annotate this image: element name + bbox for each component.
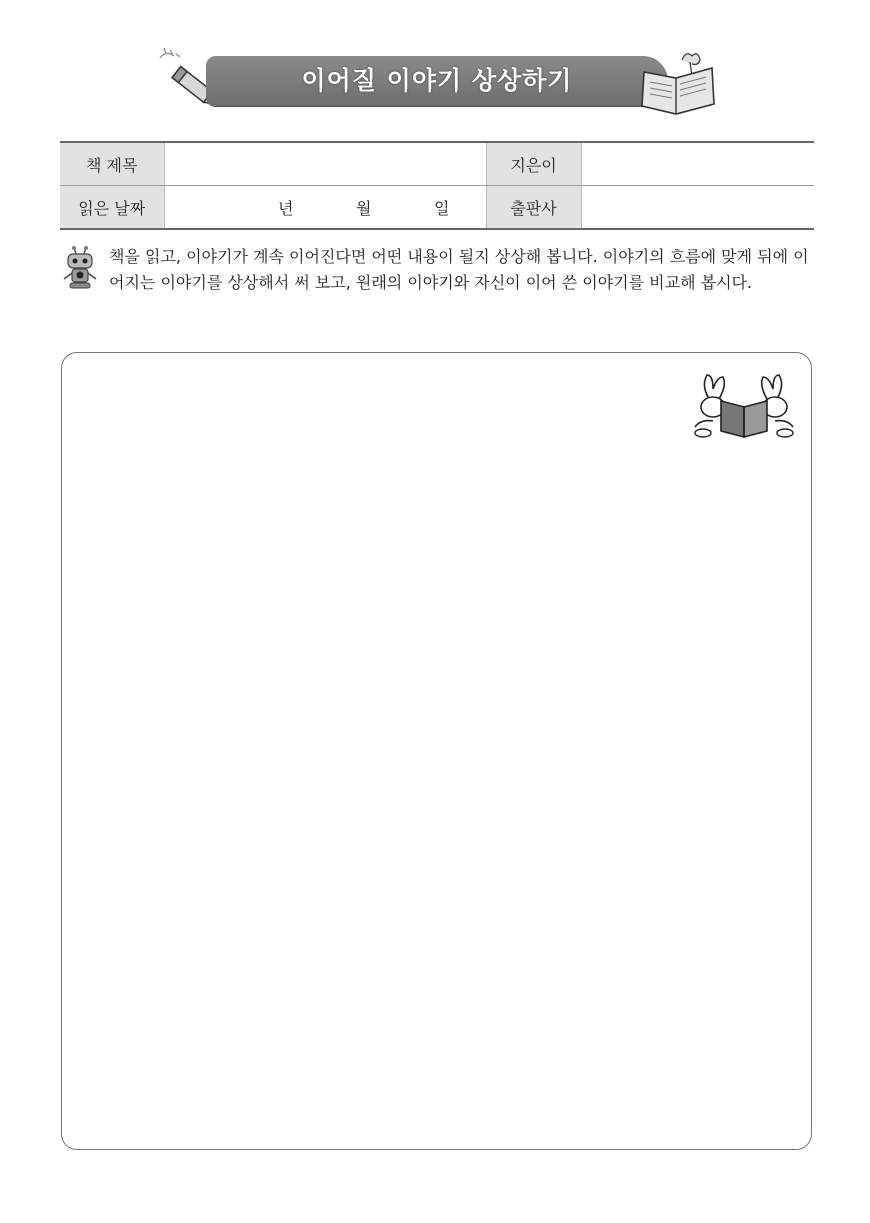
open-book-icon bbox=[638, 50, 718, 116]
writing-area[interactable] bbox=[61, 352, 812, 1150]
title-banner bbox=[150, 40, 730, 120]
year-unit: 년 bbox=[278, 198, 294, 218]
robot-icon bbox=[60, 246, 100, 290]
book-title-field[interactable] bbox=[164, 142, 486, 186]
read-date-field[interactable] bbox=[164, 186, 486, 230]
month-unit: 월 bbox=[356, 198, 372, 218]
table-row bbox=[60, 142, 814, 186]
read-date-label: 읽은 날짜 bbox=[60, 186, 164, 230]
day-unit: 일 bbox=[434, 198, 450, 218]
table-row bbox=[60, 186, 814, 230]
publisher-field[interactable] bbox=[581, 186, 814, 230]
book-info-table bbox=[60, 141, 814, 230]
page-title: 이어질 이야기 상상하기 bbox=[301, 66, 573, 95]
publisher-label: 출판사 bbox=[486, 186, 581, 230]
instruction-text: 책을 읽고, 이야기가 계속 이어진다면 어떤 내용이 될지 상상해 봅니다. 이야기의 흐름에 맞게 뒤에 이어지는 이야기를 상상해서 써 보고, 원래의 이야기와 자신이 이어 쓴 이야기를 비교해 봅시다. bbox=[109, 247, 809, 292]
author-field[interactable] bbox=[581, 142, 814, 186]
book-title-label: 책 제목 bbox=[60, 142, 164, 186]
rabbits-reading-icon bbox=[691, 371, 797, 441]
author-label: 지은이 bbox=[486, 142, 581, 186]
